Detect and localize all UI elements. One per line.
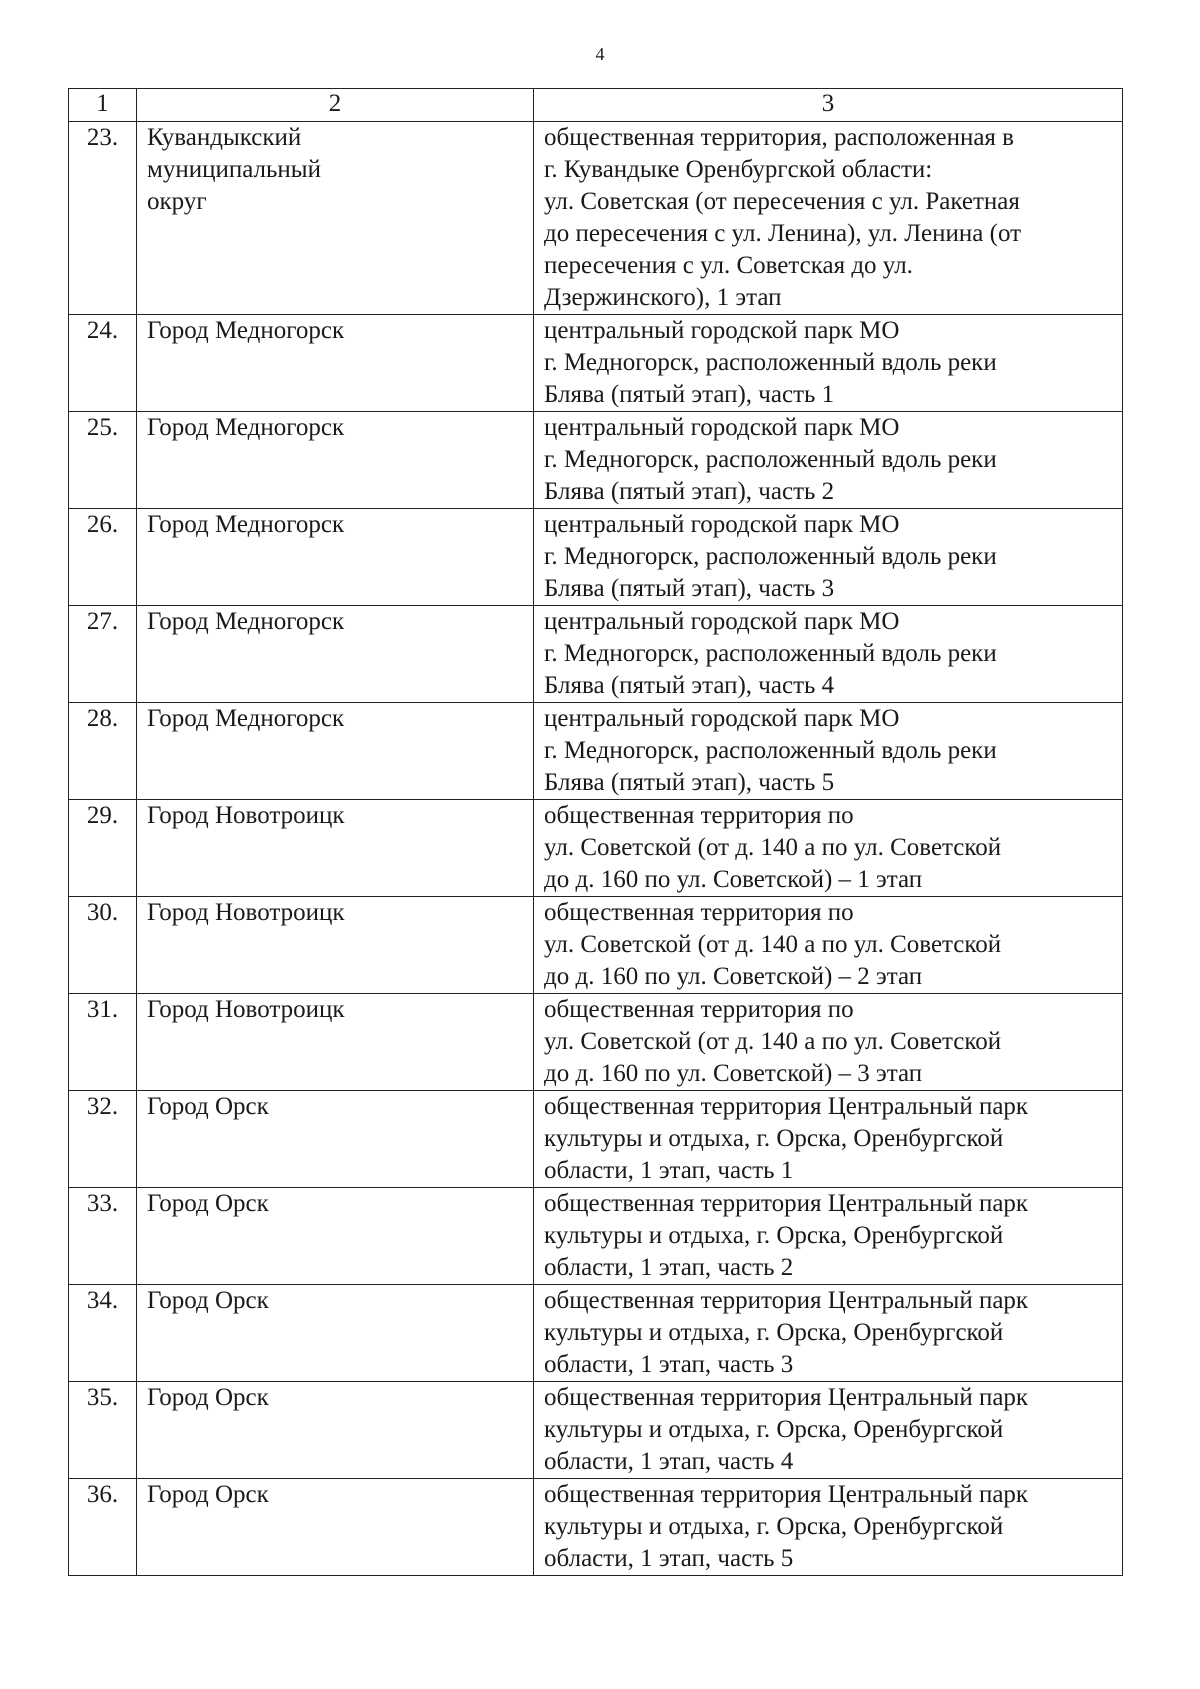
table-row — [69, 412, 1123, 509]
row-number: 30. — [69, 897, 137, 994]
table-row — [69, 800, 1123, 897]
description-line: до д. 160 по ул. Советской) – 2 этап — [544, 963, 923, 990]
municipality-name: Город Медногорск — [137, 703, 534, 800]
description-line: г. Медногорск, расположенный вдоль реки — [544, 446, 997, 473]
territory-description — [534, 994, 1123, 1091]
territory-description — [534, 315, 1123, 412]
table-row — [69, 703, 1123, 800]
territory-description — [534, 1091, 1123, 1188]
municipality-name: Кувандыкский муниципальный округ — [137, 122, 534, 315]
description-line: культуры и отдыха, г. Орска, Оренбургской — [544, 1513, 1004, 1540]
description-line: г. Медногорск, расположенный вдоль реки — [544, 737, 997, 764]
description-line: общественная территория по — [544, 899, 854, 926]
row-number: 26. — [69, 509, 137, 606]
row-number: 31. — [69, 994, 137, 1091]
description-line: общественная территория Центральный парк — [544, 1481, 1029, 1508]
row-number: 32. — [69, 1091, 137, 1188]
municipality-name: Город Орск — [137, 1091, 534, 1188]
table-row — [69, 122, 1123, 315]
description-line: общественная территория, расположенная в — [544, 124, 1014, 151]
municipality-name: Город Орск — [137, 1188, 534, 1285]
description-line: центральный городской парк МО — [544, 317, 900, 344]
municipality-name: Город Медногорск — [137, 412, 534, 509]
description-line: области, 1 этап, часть 4 — [544, 1448, 794, 1475]
description-line: г. Медногорск, расположенный вдоль реки — [544, 349, 997, 376]
description-line: Блява (пятый этап), часть 4 — [544, 672, 835, 699]
territory-description — [534, 800, 1123, 897]
description-line: до пересечения с ул. Ленина), ул. Ленина (от — [544, 220, 1022, 247]
description-line: Дзержинского), 1 этап — [544, 284, 782, 311]
header-cell-2: 2 — [137, 89, 534, 122]
description-line: Блява (пятый этап), часть 2 — [544, 478, 835, 505]
description-line: общественная территория Центральный парк — [544, 1190, 1029, 1217]
table-header-row — [69, 89, 1123, 122]
territory-description — [534, 606, 1123, 703]
territory-table — [68, 88, 1123, 1576]
territory-description — [534, 1285, 1123, 1382]
description-line: Блява (пятый этап), часть 3 — [544, 575, 835, 602]
description-line: до д. 160 по ул. Советской) – 3 этап — [544, 1060, 923, 1087]
table-row — [69, 1382, 1123, 1479]
table-row — [69, 1188, 1123, 1285]
table-row — [69, 994, 1123, 1091]
territory-description — [534, 897, 1123, 994]
description-line: пересечения с ул. Советская до ул. — [544, 252, 913, 279]
row-number: 24. — [69, 315, 137, 412]
municipality-name: Город Медногорск — [137, 509, 534, 606]
description-line: культуры и отдыха, г. Орска, Оренбургской — [544, 1222, 1004, 1249]
header-cell-3: 3 — [534, 89, 1123, 122]
description-line: общественная территория по — [544, 996, 854, 1023]
description-line: центральный городской парк МО — [544, 414, 900, 441]
description-line: Блява (пятый этап), часть 1 — [544, 381, 835, 408]
description-line: общественная территория Центральный парк — [544, 1287, 1029, 1314]
row-number: 27. — [69, 606, 137, 703]
territory-description — [534, 412, 1123, 509]
row-number: 36. — [69, 1479, 137, 1576]
row-number: 28. — [69, 703, 137, 800]
territory-description — [534, 1382, 1123, 1479]
municipality-name: Город Новотроицк — [137, 897, 534, 994]
row-number: 29. — [69, 800, 137, 897]
row-number: 25. — [69, 412, 137, 509]
description-line: культуры и отдыха, г. Орска, Оренбургской — [544, 1319, 1004, 1346]
description-line: центральный городской парк МО — [544, 705, 900, 732]
row-number: 33. — [69, 1188, 137, 1285]
description-line: ул. Советской (от д. 140 а по ул. Советской — [544, 834, 1002, 861]
description-line: г. Кувандыке Оренбургской области: — [544, 156, 933, 183]
description-line: общественная территория Центральный парк — [544, 1093, 1029, 1120]
description-line: общественная территория по — [544, 802, 854, 829]
territory-description — [534, 1188, 1123, 1285]
municipality-name: Город Новотроицк — [137, 800, 534, 897]
table-row — [69, 1479, 1123, 1576]
description-line: общественная территория Центральный парк — [544, 1384, 1029, 1411]
page-number: 4 — [595, 44, 605, 64]
table-row — [69, 606, 1123, 703]
description-line: культуры и отдыха, г. Орска, Оренбургской — [544, 1416, 1004, 1443]
municipality-name: Город Орск — [137, 1382, 534, 1479]
municipality-name: Город Орск — [137, 1285, 534, 1382]
description-line: ул. Советская (от пересечения с ул. Ракетная — [544, 188, 1020, 215]
description-line: до д. 160 по ул. Советской) – 1 этап — [544, 866, 923, 893]
territory-description — [534, 703, 1123, 800]
description-line: культуры и отдыха, г. Орска, Оренбургской — [544, 1125, 1004, 1152]
row-number: 35. — [69, 1382, 137, 1479]
row-number: 23. — [69, 122, 137, 315]
table-row — [69, 509, 1123, 606]
municipality-name: Город Медногорск — [137, 606, 534, 703]
description-line: области, 1 этап, часть 5 — [544, 1545, 794, 1572]
description-line: области, 1 этап, часть 3 — [544, 1351, 794, 1378]
table-row — [69, 1091, 1123, 1188]
description-line: ул. Советской (от д. 140 а по ул. Советской — [544, 1028, 1002, 1055]
description-line: ул. Советской (от д. 140 а по ул. Советской — [544, 931, 1002, 958]
description-line: центральный городской парк МО — [544, 608, 900, 635]
territory-description — [534, 509, 1123, 606]
municipality-name: Город Медногорск — [137, 315, 534, 412]
description-line: области, 1 этап, часть 2 — [544, 1254, 794, 1281]
header-cell-1: 1 — [69, 89, 137, 122]
territory-description — [534, 122, 1123, 315]
row-number: 34. — [69, 1285, 137, 1382]
municipality-name: Город Орск — [137, 1479, 534, 1576]
description-line: г. Медногорск, расположенный вдоль реки — [544, 543, 997, 570]
municipality-name: Город Новотроицк — [137, 994, 534, 1091]
description-line: Блява (пятый этап), часть 5 — [544, 769, 835, 796]
description-line: центральный городской парк МО — [544, 511, 900, 538]
table-row — [69, 897, 1123, 994]
territory-description — [534, 1479, 1123, 1576]
table-row — [69, 1285, 1123, 1382]
description-line: области, 1 этап, часть 1 — [544, 1157, 794, 1184]
description-line: г. Медногорск, расположенный вдоль реки — [544, 640, 997, 667]
table-row — [69, 315, 1123, 412]
